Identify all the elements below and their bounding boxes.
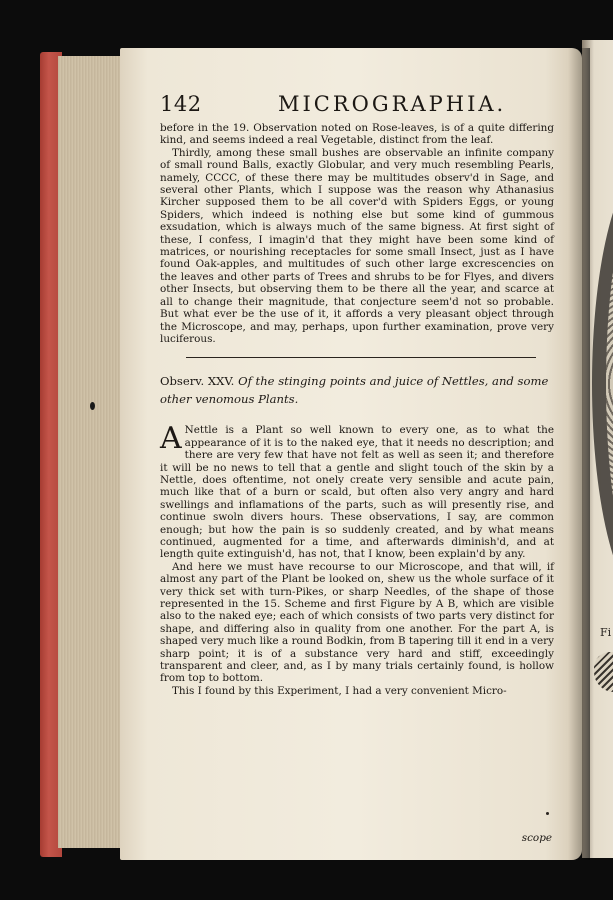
ink-speck xyxy=(546,812,549,815)
facing-figure-label: Fi xyxy=(600,626,612,639)
page-number: 142 xyxy=(160,92,202,116)
section-rule xyxy=(186,357,536,358)
drop-cap: A xyxy=(160,421,182,457)
catchword: scope xyxy=(521,832,552,844)
margin-ink-mark xyxy=(90,402,95,410)
paragraph-microscope: And here we must have recourse to our Microscope, and that will, if almost any part of the Plant be looked on, shew us the whole surface of it very thick set with turn-Pikes, or sharp Needles, of the shape of those represented in the 15. Scheme and first Figure by A B, which are visible also to the naked eye; each of which consists of two parts very distinct for shape, and differing also in quality from one another. For the part A, is shaped very much like a round Bodkin, from B tapering till it end in a very sharp point; it is of a substance very hard and stiff, exceedingly transparent and cleer, and, as I by many trials certainly found, is hollow from top to bottom. xyxy=(160,560,554,685)
paragraph-continuation: before in the 19. Observation noted on Rose-leaves, is of a quite differing kind, and seems indeed a real Vegetable, distinct from the leaf. xyxy=(160,122,554,147)
observation-heading xyxy=(160,372,554,408)
facing-engraving-hatch xyxy=(594,652,613,692)
paragraph-thirdly: Thirdly, among these small bushes are observable an infinite company of small round Balls, exactly Globular, and very much resembling Pearls, namely, CCCC, of these there may be multitudes observ'd in Sage, and several other Plants, which I suppose was the reason why Athanasius Kircher supposed them to be all cover'd with Spiders Eggs, or young Spiders, which indeed is nothing else but some kind of gummous exsudation, which is always much of the same bigness. At first sight of these, I confess, I imagin'd that they might have been some kind of matrices, or nourishing receptacles for some small Insect, just as I have found Oak-apples, and multitudes of such other large excrescencies on the leaves and other parts of Trees and shrubs to be for Flyes, and divers other Insects, but observing them to be there all the year, and scarce at all to change their magnitude, that conjecture seem'd not so probable. But what ever be the use of it, it affords a very pleasant object through the Microscope, and may, perhaps, upon further examination, prove very luciferous. xyxy=(160,146,554,345)
paragraph-nettle xyxy=(160,421,554,561)
facing-engraving xyxy=(592,160,613,608)
observation-label: Observ. XXV. xyxy=(160,374,235,389)
gutter-shadow xyxy=(568,48,590,860)
running-title: MICROGRAPHIA. xyxy=(278,92,507,116)
page-text xyxy=(160,92,554,844)
observation-title: Of the stinging points and juice of Nettles, and some other venomous Plants. xyxy=(160,374,549,407)
paragraph-experiment: This I found by this Experiment, I had a very convenient Micro- xyxy=(172,684,507,697)
paragraph-nettle-text: Nettle is a Plant so well known to every one, as to what the appearance of it is to the naked eye, that it needs no description; and there are very few that have not felt as well as seen it; and therefore it will be no news to tell that a gentle and slight touch of the skin by a Nettle, does oftentime, not onely create very sensible and acute pain, much like that of a burn or scald, but often also very angry and hard swellings and inflamations of the parts, such as will presently rise, and continue swoln divers hours. These observations, I say, are common enough; but how the pain is so suddenly created, and by what means continued, augmented for a time, and afterwards diminish'd, and at length quite extinguish'd, has not, that I know, been explain'd by any. xyxy=(160,424,554,561)
running-head xyxy=(160,92,554,122)
